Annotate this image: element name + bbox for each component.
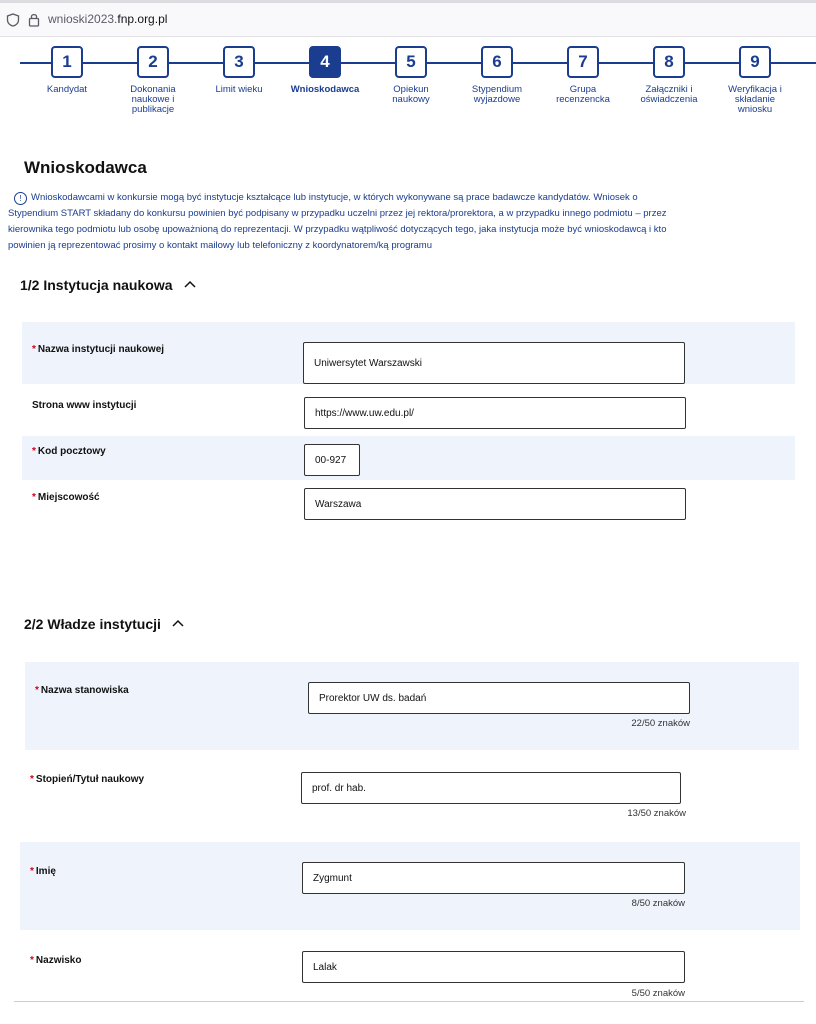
step-wnioskodawca[interactable] xyxy=(280,46,370,95)
lock-icon[interactable] xyxy=(28,12,40,27)
step-number[interactable]: 7 xyxy=(567,46,599,78)
field-label: * Kod pocztowy xyxy=(32,446,106,457)
step-label[interactable]: Załączniki i oświadczenia xyxy=(640,84,698,105)
page-title: Wnioskodawca xyxy=(24,158,147,177)
field-label: * Nazwisko xyxy=(30,955,82,966)
step-zalaczniki[interactable] xyxy=(624,46,714,105)
step-dokonania[interactable] xyxy=(108,46,198,115)
nazwa-stanowiska-input[interactable]: Prorektor UW ds. badań xyxy=(308,682,690,714)
tab-strip xyxy=(0,0,816,3)
step-opiekun[interactable] xyxy=(366,46,456,105)
step-weryfikacja[interactable] xyxy=(710,46,800,115)
field-label: * Nazwa instytucji naukowej xyxy=(32,344,165,355)
step-stypendium[interactable] xyxy=(452,46,542,105)
char-counter: 13/50 znaków xyxy=(627,808,686,819)
step-kandydat[interactable] xyxy=(22,46,112,95)
char-counter: 5/50 znaków xyxy=(631,988,685,999)
nazwisko-input[interactable]: Lalak xyxy=(302,951,685,983)
step-number[interactable]: 6 xyxy=(481,46,513,78)
section-title: 2/2 Władze instytucji xyxy=(24,616,161,632)
nazwa-instytucji-input[interactable]: Uniwersytet Warszawski xyxy=(303,342,685,384)
info-text: Wnioskodawcami w konkursie mogą być instytucje kształcące lub instytucje, w których wykonywane są prace badawcze kandydatów. Wniosek o Stypendium START składany do konkursu powinien być podpisany w przypadku uczelni przez jej rektora/prorektora, a w przypadku innego podmiotu – przez kierownika tego podmiotu lub osobę upoważnioną do reprezentacji. W przypadku wątpliwość dotyczących tego, jaka instytucja może być wnioskodawcą i kto powinien ją reprezentować prosimy o kontakt mailowy lub telefoniczny z koordynatorem/ką programu xyxy=(8,192,667,251)
row-miejscowosc xyxy=(22,480,795,528)
row-imie xyxy=(20,842,800,930)
char-counter: 22/50 znaków xyxy=(631,718,690,729)
field-label: * Nazwa stanowiska xyxy=(35,685,129,696)
field-label: Strona www instytucji xyxy=(32,400,137,411)
step-label[interactable]: Kandydat xyxy=(46,84,88,95)
field-label: * Imię xyxy=(30,866,56,877)
field-label: * Stopień/Tytuł naukowy xyxy=(30,774,145,785)
step-number[interactable]: 1 xyxy=(51,46,83,78)
chevron-up-icon[interactable] xyxy=(183,279,197,289)
info-icon: ! xyxy=(14,192,27,205)
imie-input[interactable]: Zygmunt xyxy=(302,862,685,894)
step-grupa[interactable] xyxy=(538,46,628,105)
row-strona-www xyxy=(22,384,795,436)
row-kod-pocztowy xyxy=(22,436,795,480)
stopien-input[interactable]: prof. dr hab. xyxy=(301,772,681,804)
tracking-shield-icon[interactable] xyxy=(6,13,20,27)
chevron-up-icon[interactable] xyxy=(171,618,185,628)
strona-www-input[interactable]: https://www.uw.edu.pl/ xyxy=(304,397,686,429)
step-label[interactable]: Opiekun naukowy xyxy=(392,84,430,105)
row-stopien xyxy=(20,750,800,842)
step-limit-wieku[interactable] xyxy=(194,46,284,95)
divider xyxy=(14,1001,804,1002)
step-number[interactable]: 3 xyxy=(223,46,255,78)
row-nazwisko xyxy=(20,930,800,1000)
char-counter: 8/50 znaków xyxy=(631,898,685,909)
step-number[interactable]: 8 xyxy=(653,46,685,78)
info-notice xyxy=(8,190,688,254)
section-title: 1/2 Instytucja naukowa xyxy=(20,277,173,293)
step-label[interactable]: Grupa recenzencka xyxy=(556,84,610,105)
step-number[interactable]: 5 xyxy=(395,46,427,78)
step-label[interactable]: Dokonania naukowe i publikacje xyxy=(130,84,176,115)
step-label[interactable]: Stypendium wyjazdowe xyxy=(471,84,523,105)
browser-address-bar xyxy=(0,0,816,37)
row-nazwa-instytucji xyxy=(22,322,795,384)
wizard-stepper xyxy=(0,36,816,146)
row-nazwa-stanowiska xyxy=(25,662,799,750)
field-label: * Miejscowość xyxy=(32,492,100,503)
step-number[interactable]: 9 xyxy=(739,46,771,78)
step-label[interactable]: Wnioskodawca xyxy=(290,84,360,95)
kod-pocztowy-input[interactable]: 00-927 xyxy=(304,444,360,476)
step-number[interactable]: 2 xyxy=(137,46,169,78)
step-label[interactable]: Weryfikacja i składanie wniosku xyxy=(728,84,782,115)
section-toggle-instytucja[interactable] xyxy=(20,277,197,293)
miejscowosc-input[interactable]: Warszawa xyxy=(304,488,686,520)
step-label[interactable]: Limit wieku xyxy=(215,84,263,95)
step-number[interactable]: 4 xyxy=(309,46,341,78)
url-field[interactable]: wnioski2023.fnp.org.pl xyxy=(48,12,168,26)
section-toggle-wladze[interactable] xyxy=(24,616,185,632)
